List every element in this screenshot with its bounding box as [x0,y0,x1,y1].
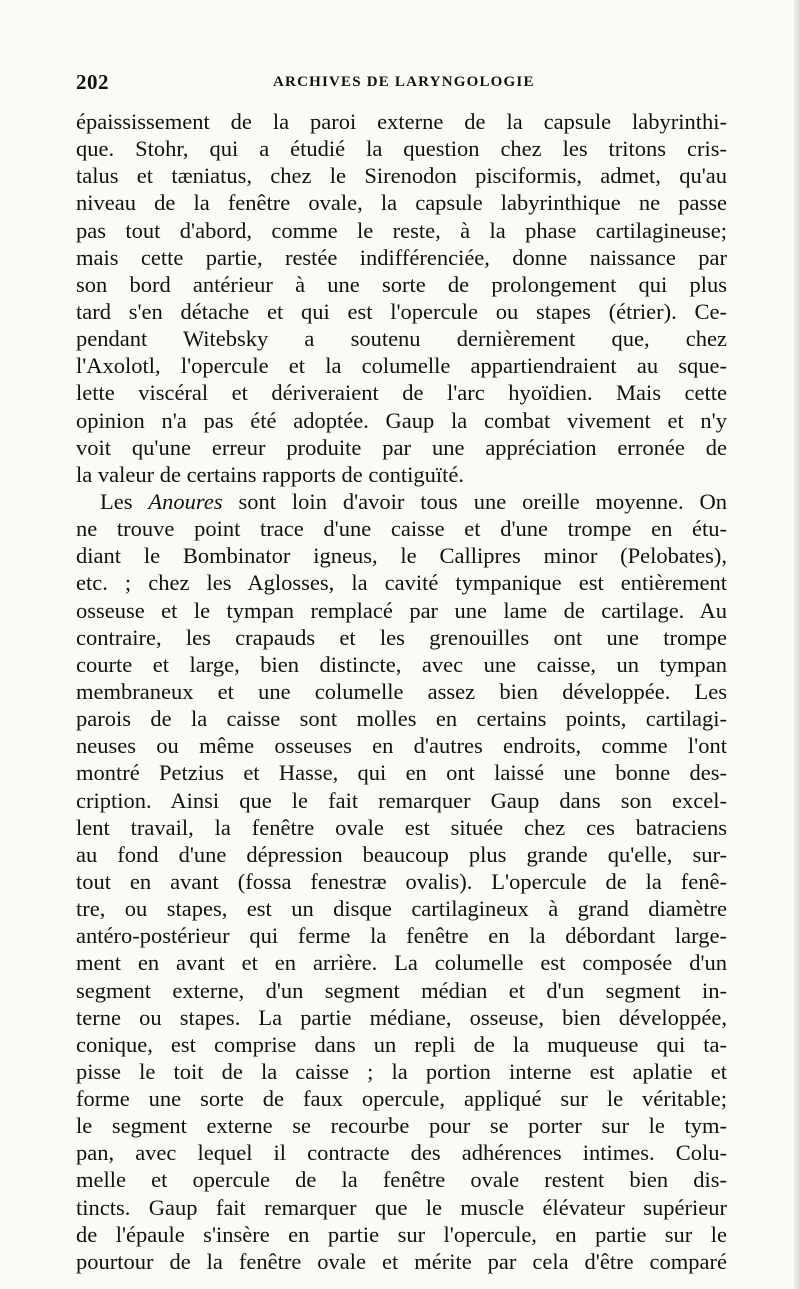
running-title: ARCHIVES DE LARYNGOLOGIE [273,74,535,90]
text-line: neuses ou même osseuses en d'autres endroits, comme l'ont [76,733,727,759]
text-line: etc. ; chez les Aglosses, la cavité tympanique est entièrement [76,570,727,596]
text-line: l'Axolotl, l'opercule et la columelle appartiendraient au sque- [76,353,727,379]
text-line: tard s'en détache et qui est l'opercule ou stapes (étrier). Ce- [76,298,727,324]
text-line: sont loin d'avoir tous une oreille moyenne. On [238,488,727,514]
text-line: melle et opercule de la fenêtre ovale restent bien dis- [76,1167,727,1193]
paragraph-lead-line [76,488,727,515]
text-line: segment externe, d'un segment médian et d'un segment in- [76,977,727,1003]
text-line: ment en avant et en arrière. La columelle est composée d'un [76,950,727,976]
text-line: ne trouve point trace d'une caisse et d'une trompe en étu- [76,516,727,542]
text-line: conique, est comprise dans un repli de la muqueuse qui ta- [76,1031,727,1057]
text-line: osseuse et le tympan remplacé par une lame de cartilage. Au [76,597,727,623]
text-line: courte et large, bien distincte, avec une caisse, un tympan [76,651,727,677]
text-line: pan, avec lequel il contracte des adhérences intimes. Colu- [76,1140,727,1166]
anoures-italic-term: Anoures [148,488,223,514]
running-header [76,70,730,96]
text-line: membraneux et une columelle assez bien développée. Les [76,678,727,704]
text-line: tre, ou stapes, est un disque cartilagineux à grand diamètre [76,896,727,922]
text-line: mais cette partie, restée indifférenciée, donne naissance par [76,244,727,270]
text-line: pendant Witebsky a soutenu dernièrement que, chez [76,326,727,352]
text-line: pourtour de la fenêtre ovale et mérite par cela d'être comparé [76,1248,727,1274]
text-line: lent travail, la fenêtre ovale est située chez ces batraciens [76,814,727,840]
paragraph-lead-prefix: Les [100,488,133,514]
page-number: 202 [76,70,109,94]
text-line: forme une sorte de faux opercule, appliqué sur le véritable; [76,1086,727,1112]
text-line: opinion n'a pas été adoptée. Gaup la combat vivement et n'y [76,407,727,433]
text-line: terne ou stapes. La partie médiane, osseuse, bien développée, [76,1004,727,1030]
text-line: montré Petzius et Hasse, qui en ont laissé une bonne des- [76,760,727,786]
page-edge-shadow [794,0,800,1289]
body-text [76,108,727,1275]
text-line: pisse le toit de la caisse ; la portion interne est aplatie et [76,1058,727,1084]
text-line: antéro-postérieur qui ferme la fenêtre en la débordant large- [76,923,727,949]
text-line: lette viscéral et dériveraient de l'arc hyoïdien. Mais cette [76,380,727,406]
text-line: le segment externe se recourbe pour se porter sur le tym- [76,1113,727,1139]
text-line: au fond d'une dépression beaucoup plus grande qu'elle, sur- [76,841,727,867]
text-line: pas tout d'abord, comme le reste, à la phase cartilagineuse; [76,217,727,243]
text-line: talus et tæniatus, chez le Sirenodon pisciformis, admet, qu'au [76,163,727,189]
text-line: épaississement de la paroi externe de la capsule labyrinthi- [76,109,727,134]
text-line: la valeur de certains rapports de contiguïté. [76,461,464,487]
text-line: diant le Bombinator igneus, le Callipres minor (Pelobates), [76,543,727,569]
text-line: son bord antérieur à une sorte de prolongement qui plus [76,271,727,297]
text-line: de l'épaule s'insère en partie sur l'opercule, en partie sur le [76,1221,727,1247]
text-line: tincts. Gaup fait remarquer que le muscle élévateur supérieur [76,1194,727,1220]
text-line: parois de la caisse sont molles en certains points, cartilagi- [76,706,727,732]
text-line: niveau de la fenêtre ovale, la capsule labyrinthique ne passe [76,190,727,216]
text-line: tout en avant (fossa fenestræ ovalis). L'opercule de la fenê- [76,868,727,894]
text-line: voit qu'une erreur produite par une appréciation erronée de [76,434,727,460]
text-line: cription. Ainsi que le fait remarquer Gaup dans son excel- [76,787,727,813]
text-line: que. Stohr, qui a étudié la question chez les tritons cris- [76,136,727,162]
text-line: contraire, les crapauds et les grenouilles ont une trompe [76,624,727,650]
